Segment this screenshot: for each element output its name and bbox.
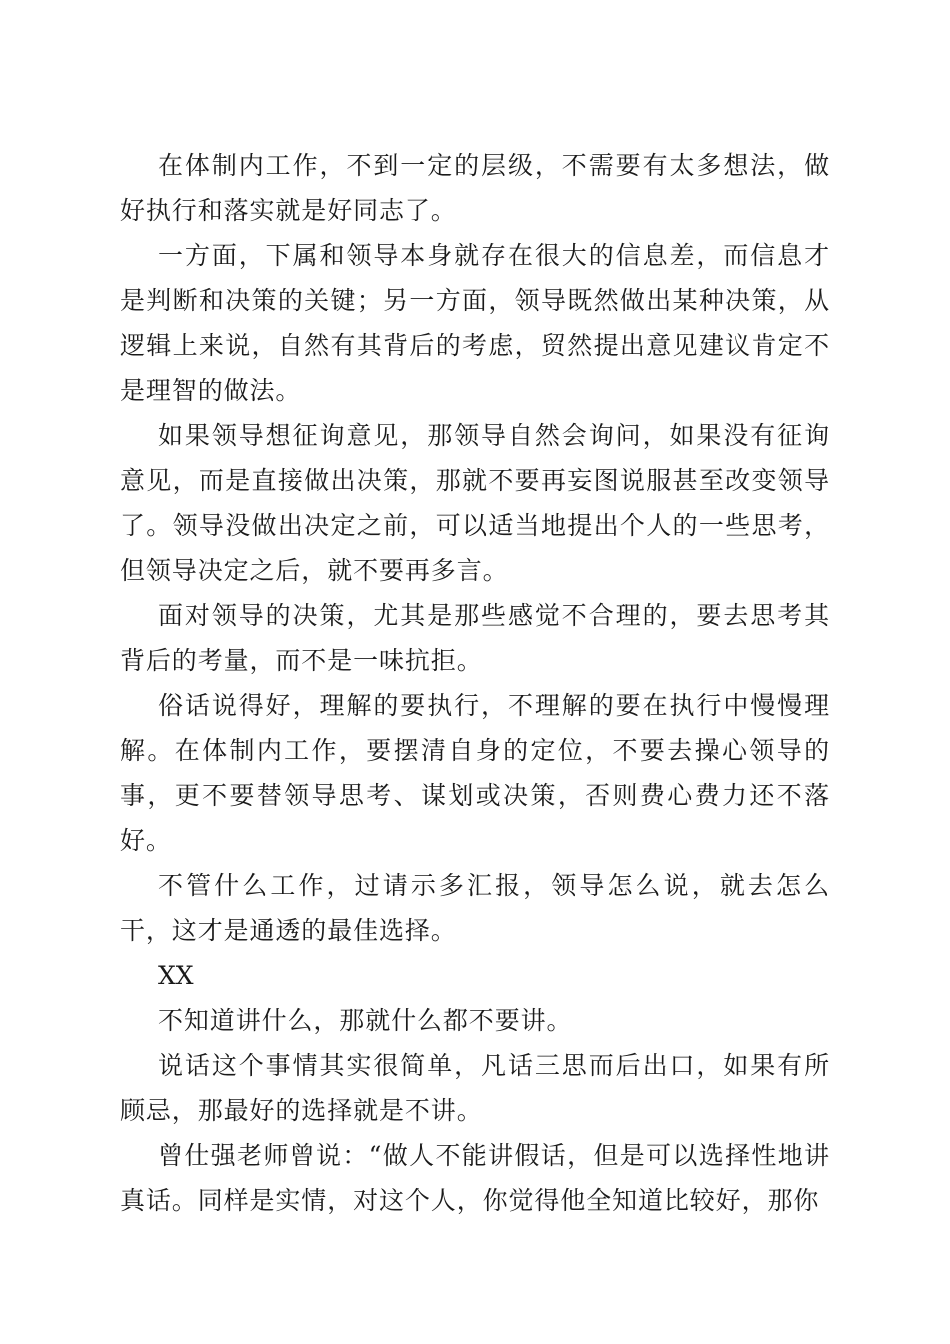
paragraph-7: 不知道讲什么，那就什么都不要讲。 xyxy=(158,1006,573,1035)
paragraph-2: 一方面，下属和领导本身就存在很大的信息差，而信息才是判断和决策的关键；另一方面，领导既然做出某种决策，从逻辑上来说，自然有其背后的考虑，贸然提出意见建议肯定不是理智的做法。 xyxy=(120,241,830,405)
paragraph-8: 说话这个事情其实很简单，凡话三思而后出口，如果有所顾忌，那最好的选择就是不讲。 xyxy=(120,1051,830,1125)
section-marker: XX xyxy=(158,961,194,990)
paragraph-4: 面对领导的决策，尤其是那些感觉不合理的，要去思考其背后的考量，而不是一味抗拒。 xyxy=(120,601,830,675)
paragraph-3: 如果领导想征询意见，那领导自然会询问，如果没有征询意见，而是直接做出决策，那就不要再妄图说服甚至改变领导了。领导没做出决定之前，可以适当地提出个人的一些思考，但领导决定之后，就不要再多言。 xyxy=(120,421,830,585)
paragraph-5: 俗话说得好，理解的要执行，不理解的要在执行中慢慢理解。在体制内工作，要摆清自身的定位，不要去操心领导的事，更不要替领导思考、谋划或决策，否则费心费力还不落好。 xyxy=(120,691,830,855)
document-body xyxy=(120,143,830,1223)
paragraph-1: 在体制内工作，不到一定的层级，不需要有太多想法，做好执行和落实就是好同志了。 xyxy=(120,151,830,225)
paragraph-6: 不管什么工作，过请示多汇报，领导怎么说，就去怎么干，这才是通透的最佳选择。 xyxy=(120,871,830,945)
paragraph-9: 曾仕强老师曾说：“做人不能讲假话，但是可以选择性地讲真话。同样是实情，对这个人，你觉得他全知道比较好，那你 xyxy=(120,1141,830,1215)
